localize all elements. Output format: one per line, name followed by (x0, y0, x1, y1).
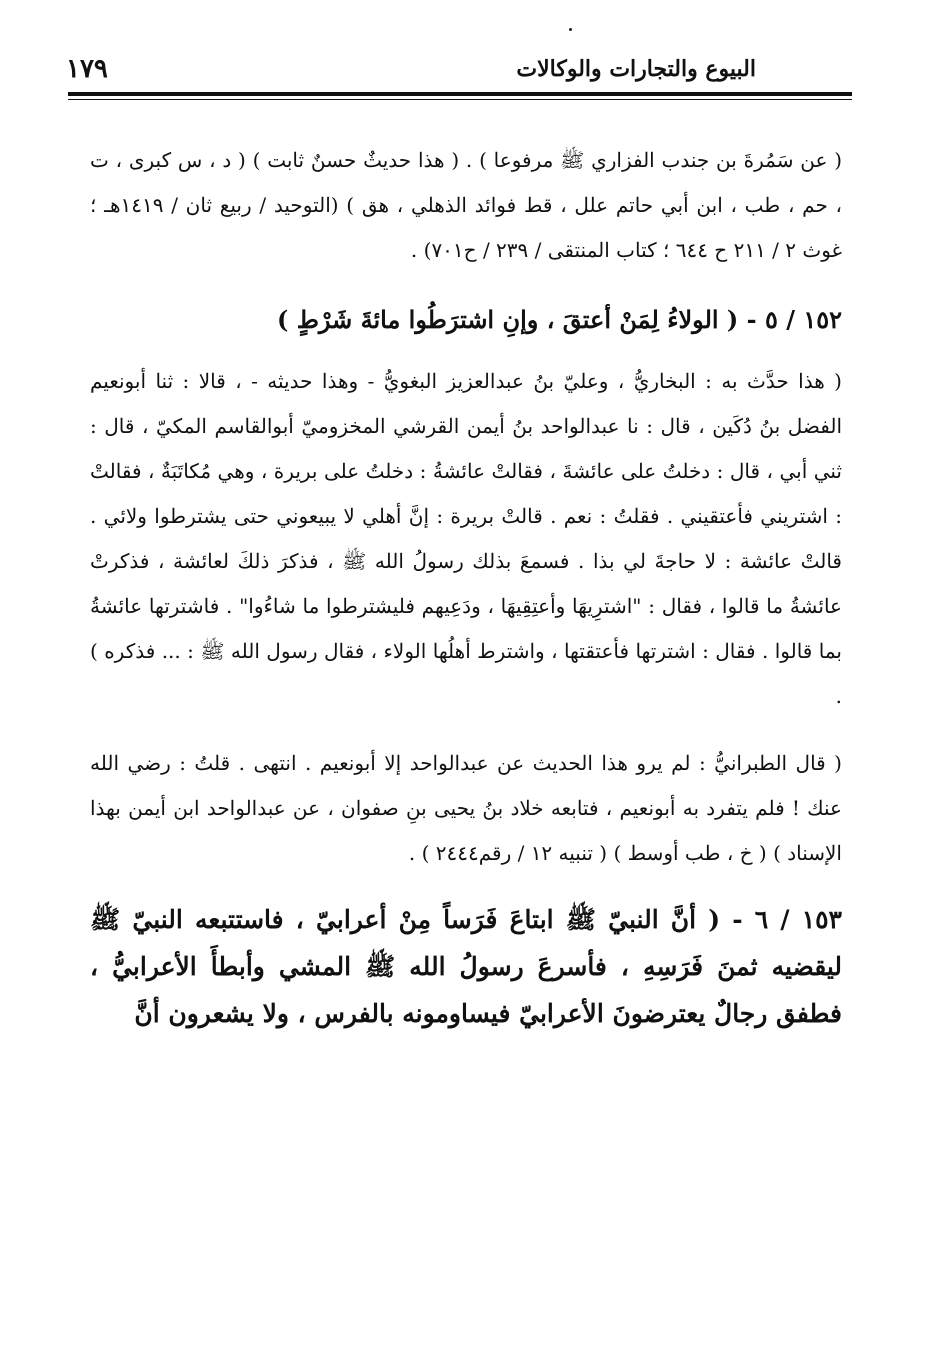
hadith-151-citation: ( عن سَمُرةَ بن جندب الفزاري ﷺ مرفوعا ) . ( هذا حديثٌ حسنٌ ثابت ) ( د ، س كبرى ، ت ، حم ، طب ، ابن أبي حاتم علل ، قط فوائد الذهلي ، هق ) (التوحيد / ربيع ثان / ١٤١٩هـ ؛ غوث ٢ / ٢١١ ح ٦٤٤ ؛ كتاب المنتقى / ٢٣٩ / ح٧٠١) . (90, 148, 842, 262)
header-rule-thick (68, 92, 852, 96)
page-header (66, 50, 852, 90)
top-dot-mark (569, 28, 572, 31)
running-title: البيوع والتجارات والوكالات (516, 56, 756, 82)
hadith-152-note: ( قال الطبرانيُّ : لم يرو هذا الحديث عن عبدالواحد إلا أبونعيم . انتهى . قلتُ : رضي الله عنك ! فلم يتفرد به أبونعيم ، فتابعه خلاد بنُ يحيى بنِ صفوان ، عن عبدالواحد ابن أيمن بهذا الإسناد ) ( خ ، طب أوسط ) ( تنبيه ١٢ / رقم٢٤٤٤ ) . (90, 751, 842, 865)
hadith-152-heading: ١٥٢ / ٥ - ( الولاءُ لِمَنْ أعتقَ ، وإنِ اشترَطُوا مائةَ شَرْطٍ ) (276, 305, 842, 334)
page-number: ١٧٩ (66, 54, 108, 84)
paragraph-gap (90, 719, 842, 741)
page-body (90, 138, 842, 1037)
paragraph-gap (90, 876, 842, 896)
header-rule-thin (68, 99, 852, 100)
hadith-153-text: ١٥٣ / ٦ - ( أنَّ النبيّ ﷺ ابتاعَ فَرَساً مِنْ أعرابيّ ، فاستتبعه النبيّ ﷺ ليقضيه ثمنَ فَرَسِهِ ، فأسرعَ رسولُ الله ﷺ المشي وأبطأَ الأعرابيُّ ، فطفق رجالٌ يعترضونَ الأعرابيّ فيساومونه بالفرس ، ولا يشعرون أنَّ (90, 905, 842, 1028)
hadith-152-isnad: ( هذا حدَّث به : البخاريُّ ، وعليّ بنُ عبدالعزيز البغويُّ - وهذا حديثه - ، قالا : ثنا أبونعيم الفضل بنُ دُكَين ، قال : نا عبدالواحد بنُ أيمن القرشي المخزوميّ أبوالقاسم المكيّ ، قال : ثني أبي ، قال : دخلتُ على عائشةَ ، فقالتْ عائشةُ : دخلتُ على بريرة ، وهي مُكاتَبَةٌ ، فقالتْ : اشتريني فأعتقيني . فقلتُ : نعم . قالتْ بريرة : إنَّ أهلي لا يبيعوني حتى يشترطوا ولائي . قالتْ عائشة : لا حاجةَ لي بذا . فسمعَ بذلك رسولُ الله ﷺ ، فذكرَ ذلكَ لعائشة ، فذكرتْ عائشةُ ما قالوا ، فقال : "اشترِيهَا وأعتِقِيهَا ، ودَعِيهم فليشترطوا ما شاءُوا" . فاشترتها عائشةُ بما قالوا . فقال : اشترتها فأعتقتها ، واشترط أهلُها الولاء ، فقال رسول الله ﷺ : ... فذكره ) . (90, 369, 842, 708)
